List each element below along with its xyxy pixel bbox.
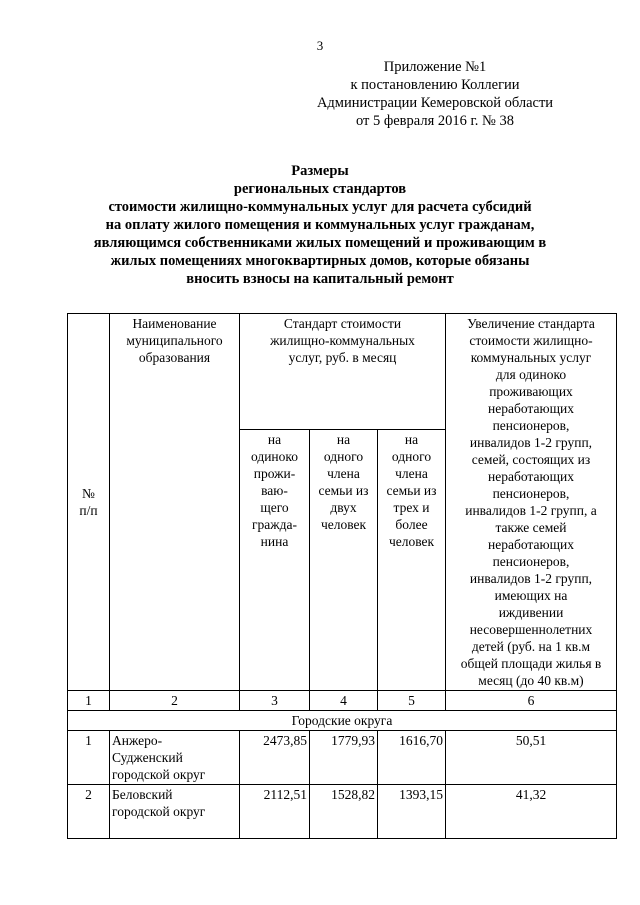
- header-text: семьи из: [386, 482, 437, 498]
- cell-text: Анжеро-: [112, 733, 163, 748]
- cell-text: городской округ: [112, 804, 206, 819]
- header-text: трех и: [393, 499, 430, 515]
- header-family-three: [378, 429, 446, 690]
- header-text: нина: [260, 533, 289, 549]
- title-line: стоимости жилищно-коммунальных услуг для расчета субсидий: [108, 199, 532, 215]
- header-text: одиноко: [250, 448, 299, 464]
- header-text: инвалидов 1-2 групп,: [469, 435, 593, 450]
- header-single-citizen: [240, 429, 310, 690]
- header-text: имеющих на: [494, 588, 568, 603]
- header-number: [68, 314, 110, 691]
- header-text: более: [395, 516, 428, 532]
- header-text: на: [404, 431, 419, 447]
- row-three-value: 1616,70: [378, 731, 446, 785]
- header-municipality: [110, 314, 240, 691]
- row-municipality: [110, 785, 240, 839]
- row-number: 1: [68, 731, 110, 785]
- cell-text: Беловский: [112, 787, 173, 802]
- table-row: [68, 785, 617, 839]
- section-row: [68, 711, 617, 731]
- header-text: человек: [388, 533, 435, 549]
- header-family-two: [310, 429, 378, 690]
- header-text: неработающих: [488, 469, 574, 484]
- title-line: вносить взносы на капитальный ремонт: [186, 271, 454, 287]
- row-single-value: 2473,85: [240, 731, 310, 785]
- header-text: одного: [391, 448, 432, 464]
- appendix-block: [300, 58, 570, 130]
- header-text: прожи-: [253, 465, 296, 481]
- header-text: также семей: [495, 520, 567, 535]
- row-number: 2: [68, 785, 110, 839]
- header-text: инвалидов 1-2 групп,: [469, 571, 593, 586]
- header-text: иждивении: [498, 605, 564, 620]
- header-text: Увеличение стандарта: [467, 316, 595, 331]
- header-text: стоимости жилищно-: [469, 333, 593, 348]
- header-text: гражда-: [252, 516, 297, 532]
- header-text: человек: [320, 516, 367, 532]
- row-increase-value: 50,51: [446, 731, 617, 785]
- column-number: 2: [110, 691, 240, 711]
- column-number: 5: [378, 691, 446, 711]
- header-text: образования: [138, 350, 211, 365]
- header-text: коммунальных услуг: [470, 350, 592, 365]
- header-text: на: [336, 431, 351, 447]
- cell-text: городской округ: [112, 767, 206, 782]
- header-text: неработающих: [488, 537, 574, 552]
- header-text: щего: [260, 499, 289, 515]
- header-text: проживающих: [489, 384, 573, 399]
- row-municipality: [110, 731, 240, 785]
- row-increase-value: 41,32: [446, 785, 617, 839]
- header-text: для одиноко: [495, 367, 567, 382]
- title-line: являющимся собственниками жилых помещений и проживающим в: [93, 235, 547, 251]
- table-header-row: [68, 314, 617, 430]
- header-text: члена: [327, 465, 360, 481]
- header-text: жилищно-коммунальных: [270, 333, 415, 348]
- header-text: ваю-: [261, 482, 288, 498]
- title-line: на оплату жилого помещения и коммунальных услуг гражданам,: [105, 217, 535, 233]
- column-number: 4: [310, 691, 378, 711]
- row-two-value: 1528,82: [310, 785, 378, 839]
- header-text: Стандарт стоимости: [283, 316, 402, 331]
- appendix-line: Приложение №1: [383, 59, 487, 75]
- document-title: [60, 162, 580, 288]
- appendix-line: от 5 февраля 2016 г. № 38: [355, 113, 515, 129]
- header-text: пенсионеров,: [492, 554, 570, 569]
- column-number: 6: [446, 691, 617, 711]
- header-text: двух: [330, 499, 357, 515]
- title-line: Размеры: [291, 163, 349, 179]
- header-text: неработающих: [488, 401, 574, 416]
- row-three-value: 1393,15: [378, 785, 446, 839]
- column-number-row: [68, 691, 617, 711]
- appendix-line: к постановлению Коллегии: [350, 77, 520, 93]
- header-text: детей (руб. на 1 кв.м: [471, 639, 591, 654]
- header-text: муниципального: [126, 333, 223, 348]
- header-text: №: [82, 486, 95, 501]
- table-row: [68, 731, 617, 785]
- header-text: одного: [323, 448, 364, 464]
- section-title: Городские округа: [68, 711, 617, 731]
- header-text: пенсионеров,: [492, 418, 570, 433]
- header-text: общей площади жилья в: [460, 656, 602, 671]
- standards-table: [67, 313, 617, 839]
- row-single-value: 2112,51: [240, 785, 310, 839]
- column-number: 1: [68, 691, 110, 711]
- title-line: жилых помещениях многоквартирных домов, которые обязаны: [110, 253, 530, 269]
- header-text: пенсионеров,: [492, 486, 570, 501]
- header-text: месяц (до 40 кв.м): [478, 673, 584, 688]
- header-text: инвалидов 1-2 групп, а: [465, 503, 597, 518]
- header-text: Наименование: [132, 316, 217, 331]
- header-text: услуг, руб. в месяц: [288, 350, 397, 365]
- appendix-line: Администрации Кемеровской области: [316, 95, 554, 111]
- cell-text: Судженский: [112, 750, 183, 765]
- header-text: семьи из: [318, 482, 369, 498]
- header-text: несовершеннолетних: [469, 622, 593, 637]
- header-text: п/п: [79, 503, 98, 518]
- header-increase: [446, 314, 617, 691]
- header-text: члена: [395, 465, 428, 481]
- page-number: 3: [316, 38, 324, 53]
- header-standard: [240, 314, 446, 430]
- header-text: семей, состоящих из: [471, 452, 591, 467]
- column-number: 3: [240, 691, 310, 711]
- title-line: региональных стандартов: [233, 181, 407, 197]
- header-text: на: [267, 431, 282, 447]
- row-two-value: 1779,93: [310, 731, 378, 785]
